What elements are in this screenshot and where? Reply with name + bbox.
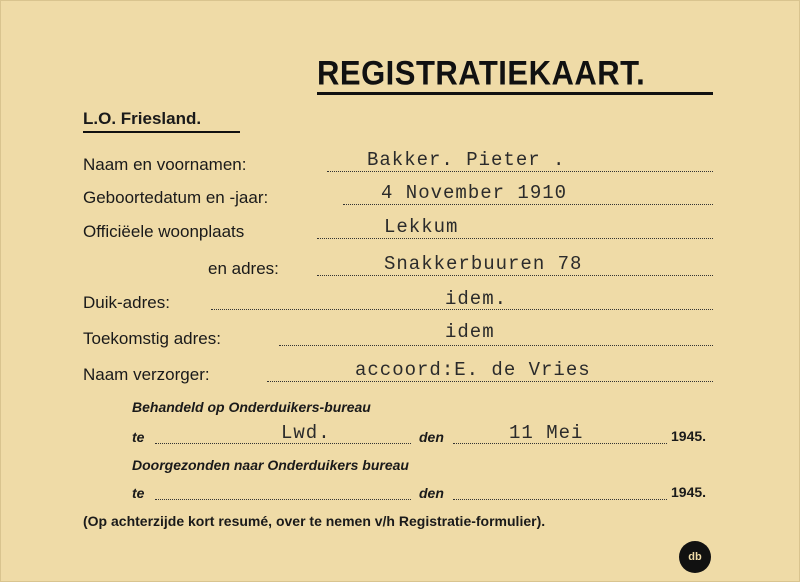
birth-label: Geboortedatum en -jaar: [83, 188, 269, 207]
processed-den-label: den [419, 429, 444, 445]
name-dotline [327, 171, 713, 172]
name-label: Naam en voornamen: [83, 155, 247, 174]
processed-date-value: 11 Mei [509, 422, 584, 444]
caretaker-value: accoord:E. de Vries [355, 359, 591, 381]
publisher-logo [679, 541, 711, 573]
organization-underline [83, 131, 240, 133]
address-value: Snakkerbuuren 78 [384, 253, 583, 275]
address-label: en adres: [208, 259, 279, 278]
future-address-label: Toekomstig adres: [83, 329, 221, 348]
card-title: REGISTRATIEKAART. [317, 53, 646, 93]
title-underline [317, 92, 713, 95]
hiding-address-value: idem. [445, 288, 508, 310]
organization-label: L.O. Friesland. [83, 109, 202, 128]
processed-te-label: te [132, 429, 145, 445]
forwarded-den-label: den [419, 485, 444, 501]
residence-value: Lekkum [384, 216, 459, 238]
caretaker-label: Naam verzorger: [83, 365, 210, 384]
processed-place-value: Lwd. [281, 422, 331, 444]
future-address-value: idem [445, 321, 495, 343]
birth-value: 4 November 1910 [381, 182, 568, 204]
processed-heading: Behandeld op Onderduikers-bureau [132, 399, 371, 415]
processed-year: 1945. [671, 428, 707, 444]
caretaker-dotline [267, 381, 713, 382]
future-address-dotline [279, 345, 713, 346]
forwarded-place-dotline [155, 499, 411, 500]
residence-label: Officiëele woonplaats [83, 222, 245, 241]
residence-dotline [317, 238, 713, 239]
forwarded-year: 1945. [671, 484, 707, 500]
forwarded-te-label: te [132, 485, 145, 501]
forwarded-heading: Doorgezonden naar Onderduikers bureau [132, 457, 409, 473]
address-dotline [317, 275, 713, 276]
hiding-address-label: Duik-adres: [83, 293, 170, 312]
forwarded-date-dotline [453, 499, 667, 500]
name-value: Bakker. Pieter . [367, 149, 566, 171]
publisher-logo-text: db [688, 550, 702, 563]
footnote: (Op achterzijde kort resumé, over te nemen v/h Registratie-formulier). [83, 513, 546, 529]
birth-dotline [343, 204, 713, 205]
